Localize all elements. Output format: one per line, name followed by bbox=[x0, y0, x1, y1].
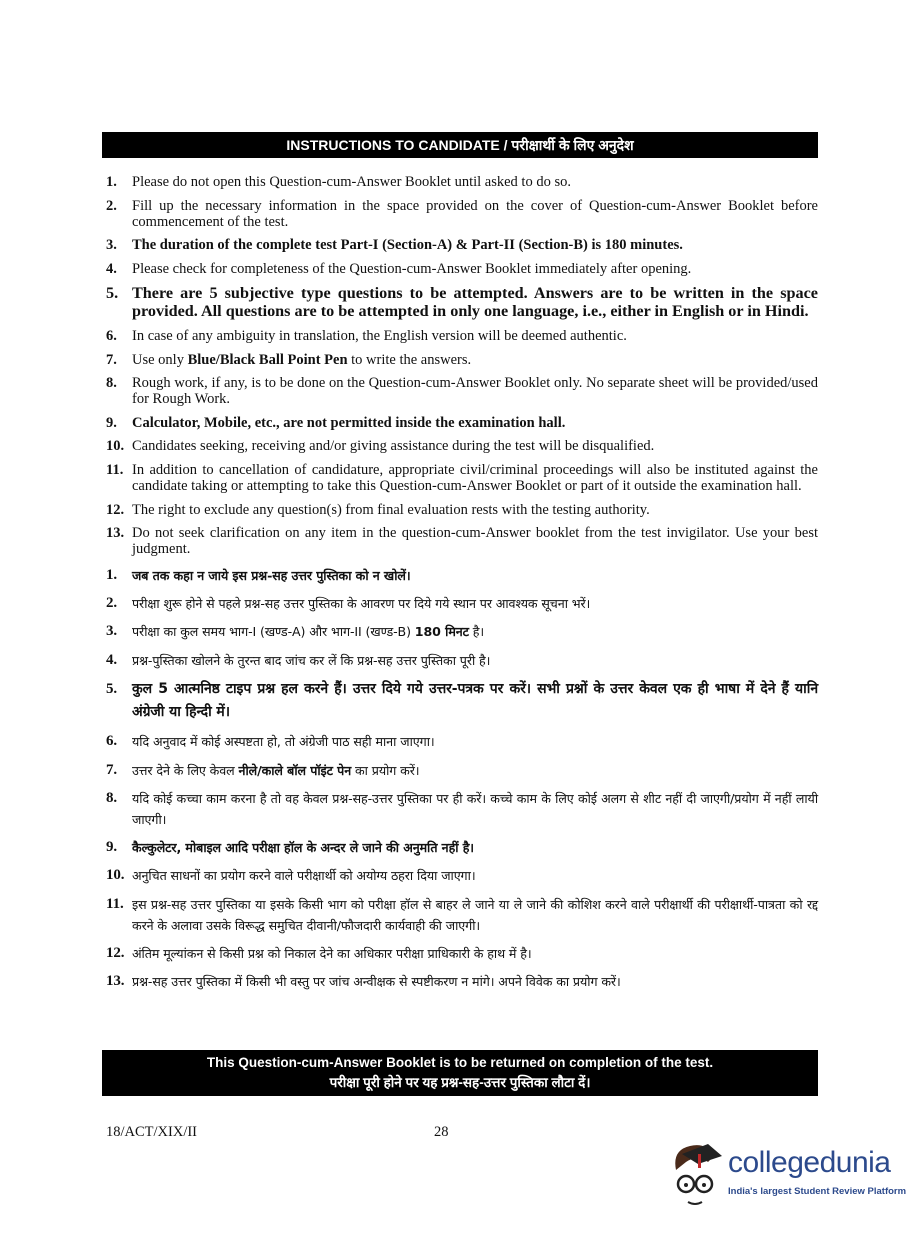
item-number: 8. bbox=[106, 375, 117, 392]
item-number: 6. bbox=[106, 327, 117, 344]
notice-hindi: परीक्षा पूरी होने पर यह प्रश्न-सह-उत्तर पुस्तिका लौटा दें। bbox=[329, 1075, 591, 1090]
item-number: 4. bbox=[106, 651, 118, 668]
instruction-item bbox=[106, 565, 818, 586]
text-segment: उत्तर देने के लिए केवल bbox=[132, 762, 239, 778]
instruction-item bbox=[106, 865, 818, 886]
bold-text: कुल 5 आत्मनिष्ठ टाइप प्रश्न हल करने हैं। उत्तर दिये गये उत्तर-पत्रक पर करें। सभी प्रश्नों के उत्तर केवल एक ही भाषा में देने हैं यानि अंग्रेजी या हिन्दी में। bbox=[132, 680, 818, 720]
item-text bbox=[132, 438, 818, 454]
item-text bbox=[132, 837, 818, 858]
instruction-item bbox=[106, 237, 818, 253]
booklet-code: 18/ACT/XIX/II bbox=[106, 1124, 198, 1140]
instruction-item bbox=[106, 328, 818, 344]
text-segment: है। bbox=[468, 624, 485, 640]
item-text bbox=[132, 375, 818, 407]
text-segment: Please do not open this Question-cum-Answer Booklet until asked to do so. bbox=[132, 174, 571, 190]
bold-text: जब तक कहा न जाये इस प्रश्न-सह उत्तर पुस्तिका को न खोलें। bbox=[132, 567, 411, 583]
return-booklet-notice bbox=[102, 1050, 818, 1096]
item-text bbox=[132, 328, 818, 344]
text-segment: Candidates seeking, receiving and/or giving assistance during the test will be disqualified. bbox=[132, 438, 655, 455]
item-text bbox=[132, 565, 818, 586]
item-text bbox=[132, 352, 818, 368]
instruction-item bbox=[106, 198, 818, 230]
instruction-item bbox=[106, 525, 818, 557]
instruction-item bbox=[106, 502, 818, 518]
item-number: 12. bbox=[106, 944, 125, 961]
instruction-item bbox=[106, 837, 818, 858]
mascot-icon bbox=[668, 1140, 726, 1216]
item-number: 5. bbox=[106, 284, 119, 303]
bold-text: Calculator, Mobile, etc., are not permitted inside the examination hall. bbox=[132, 414, 566, 431]
item-number: 4. bbox=[106, 260, 117, 277]
item-text bbox=[132, 593, 818, 614]
text-segment: In case of any ambiguity in translation, the English version will be deemed authentic. bbox=[132, 327, 627, 344]
text-segment: परीक्षा शुरू होने से पहले प्रश्न-सह उत्तर पुस्तिका के आवरण पर दिये गये स्थान पर आवश्यक सूचना भरें। bbox=[132, 596, 591, 612]
text-segment: परीक्षा का कुल समय भाग-I (खण्ड-A) और भाग-II (खण्ड-B) bbox=[132, 624, 415, 640]
text-segment: अनुचित साधनों का प्रयोग करने वाले परीक्षार्थी को अयोग्य ठहरा दिया जाएगा। bbox=[132, 868, 476, 884]
item-number: 3. bbox=[106, 237, 117, 254]
bold-text: The duration of the complete test Part-I (Section-A) & Part-II (Section-B) is 180 minutes. bbox=[132, 237, 683, 254]
item-number: 1. bbox=[106, 174, 117, 190]
item-number: 3. bbox=[106, 623, 118, 640]
bold-text: नीले/काले बॉल पॉइंट पेन bbox=[238, 762, 352, 778]
bold-text: Blue/Black Ball Point Pen bbox=[187, 351, 348, 368]
item-number: 11. bbox=[106, 895, 124, 912]
item-number: 9. bbox=[106, 414, 117, 431]
instructions-list bbox=[106, 174, 818, 1000]
item-text bbox=[132, 502, 818, 518]
item-number: 8. bbox=[106, 789, 118, 806]
logo-tagline: India's largest Student Review Platform bbox=[728, 1186, 907, 1197]
text-segment: प्रश्न-सह उत्तर पुस्तिका में किसी भी वस्तु पर जांच अन्वीक्षक से स्पष्टीकरण न मांगे। अपने विवेक का प्रयोग करें। bbox=[132, 974, 621, 990]
item-number: 6. bbox=[106, 733, 118, 750]
instruction-item bbox=[106, 462, 818, 494]
instruction-item bbox=[106, 731, 818, 752]
item-text bbox=[132, 943, 818, 964]
item-number: 1. bbox=[106, 566, 118, 583]
notice-english: This Question-cum-Answer Booklet is to be returned on completion of the test. bbox=[206, 1055, 714, 1070]
instruction-item bbox=[106, 971, 818, 992]
item-number: 10. bbox=[106, 867, 125, 884]
instruction-item bbox=[106, 261, 818, 277]
item-text bbox=[132, 621, 818, 642]
instruction-item bbox=[106, 788, 818, 830]
item-number: 5. bbox=[106, 680, 118, 697]
instruction-item bbox=[106, 621, 818, 642]
text-segment: Fill up the necessary information in the space provided on the cover of Question-cum-Answer Booklet before commencement of the test. bbox=[132, 197, 818, 230]
item-text bbox=[132, 650, 818, 671]
text-segment: The right to exclude any question(s) from final evaluation rests with the testing authority. bbox=[132, 501, 650, 518]
item-text bbox=[132, 971, 818, 992]
instruction-item bbox=[106, 650, 818, 671]
instruction-item bbox=[106, 415, 818, 431]
bold-text: There are 5 subjective type questions to be attempted. Answers are to be written in the space provided. All questions are to be attempted in only one language, i.e., either in English or in Hindi. bbox=[132, 284, 818, 321]
item-number: 7. bbox=[106, 761, 118, 778]
instruction-item bbox=[106, 284, 818, 320]
item-number: 11. bbox=[106, 461, 124, 478]
item-text bbox=[132, 462, 818, 494]
item-text bbox=[132, 174, 818, 190]
text-segment: to write the answers. bbox=[347, 351, 472, 368]
item-number: 10. bbox=[106, 438, 125, 455]
item-text bbox=[132, 788, 818, 830]
collegedunia-watermark bbox=[668, 1140, 907, 1220]
text-segment: Use only bbox=[132, 351, 188, 368]
item-number: 13. bbox=[106, 973, 125, 990]
item-number: 7. bbox=[106, 351, 117, 368]
item-text bbox=[132, 284, 818, 320]
item-number: 2. bbox=[106, 197, 117, 214]
item-text bbox=[132, 731, 818, 752]
item-text bbox=[132, 678, 818, 724]
instructions-header: INSTRUCTIONS TO CANDIDATE / परीक्षार्थी के लिए अनुदेश bbox=[102, 132, 818, 158]
text-segment: इस प्रश्न-सह उत्तर पुस्तिका या इसके किसी भाग को परीक्षा हॉल से बाहर ले जाने या ले जाने की कोशिश करने वाले परीक्षार्थी की परीक्षार्थी-पात्रता को रद्द करने के अलावा उसके विरूद्ध समुचित दीवानी/फौजदारी कार्यवाही की जाएगी। bbox=[132, 896, 818, 933]
item-text bbox=[132, 865, 818, 886]
item-text bbox=[132, 261, 818, 277]
item-number: 12. bbox=[106, 501, 125, 518]
instruction-item bbox=[106, 375, 818, 407]
hindi-instructions bbox=[106, 565, 818, 993]
text-segment: Do not seek clarification on any item in the question-cum-Answer booklet from the test invigilator. Use your best judgment. bbox=[132, 525, 818, 558]
instruction-item bbox=[106, 352, 818, 368]
text-segment: प्रश्न-पुस्तिका खोलने के तुरन्त बाद जांच कर लें कि प्रश्न-सह उत्तर पुस्तिका पूरी है। bbox=[132, 652, 491, 668]
english-instructions bbox=[106, 174, 818, 557]
item-text bbox=[132, 894, 818, 936]
bold-text: कैल्कुलेटर, मोबाइल आदि परीक्षा हॉल के अन्दर ले जाने की अनुमति नहीं है। bbox=[132, 840, 474, 856]
page-number: 28 bbox=[434, 1124, 449, 1140]
item-number: 9. bbox=[106, 839, 118, 856]
instruction-item bbox=[106, 943, 818, 964]
instruction-item bbox=[106, 438, 818, 454]
item-number: 2. bbox=[106, 595, 118, 612]
instruction-item bbox=[106, 894, 818, 936]
item-text bbox=[132, 415, 818, 431]
item-text bbox=[132, 237, 818, 253]
instruction-item bbox=[106, 593, 818, 614]
text-segment: का प्रयोग करें। bbox=[351, 762, 420, 778]
item-number: 13. bbox=[106, 525, 125, 542]
instruction-item bbox=[106, 174, 818, 190]
logo-text: collegedunia bbox=[728, 1146, 891, 1179]
text-segment: अंतिम मूल्यांकन से किसी प्रश्न को निकाल देने का अधिकार परीक्षा प्राधिकारी के हाथ में है। bbox=[132, 945, 532, 961]
text-segment: यदि कोई कच्चा काम करना है तो वह केवल प्रश्न-सह-उत्तर पुस्तिका पर ही करें। कच्चे काम के लिए कोई अलग से शीट नहीं दी जाएगी/प्रयोग में नहीं लायी जाएगी। bbox=[132, 790, 818, 827]
text-segment: यदि अनुवाद में कोई अस्पष्टता हो, तो अंग्रेजी पाठ सही माना जाएगा। bbox=[132, 734, 435, 750]
item-text bbox=[132, 760, 818, 781]
item-text bbox=[132, 525, 818, 557]
text-segment: Rough work, if any, is to be done on the Question-cum-Answer Booklet only. No separate sheet will be provided/used for Rough Work. bbox=[132, 375, 818, 408]
instruction-item bbox=[106, 760, 818, 781]
text-segment: In addition to cancellation of candidature, appropriate civil/criminal proceedings will also be instituted against the candidate taking or attempting to take this Question-cum-Answer Booklet or part of it outside the examination hall. bbox=[132, 461, 818, 494]
text-segment: Please check for completeness of the Question-cum-Answer Booklet immediately after opening. bbox=[132, 260, 692, 277]
instruction-item bbox=[106, 678, 818, 724]
bold-text: 180 मिनट bbox=[414, 624, 469, 640]
item-text bbox=[132, 198, 818, 230]
